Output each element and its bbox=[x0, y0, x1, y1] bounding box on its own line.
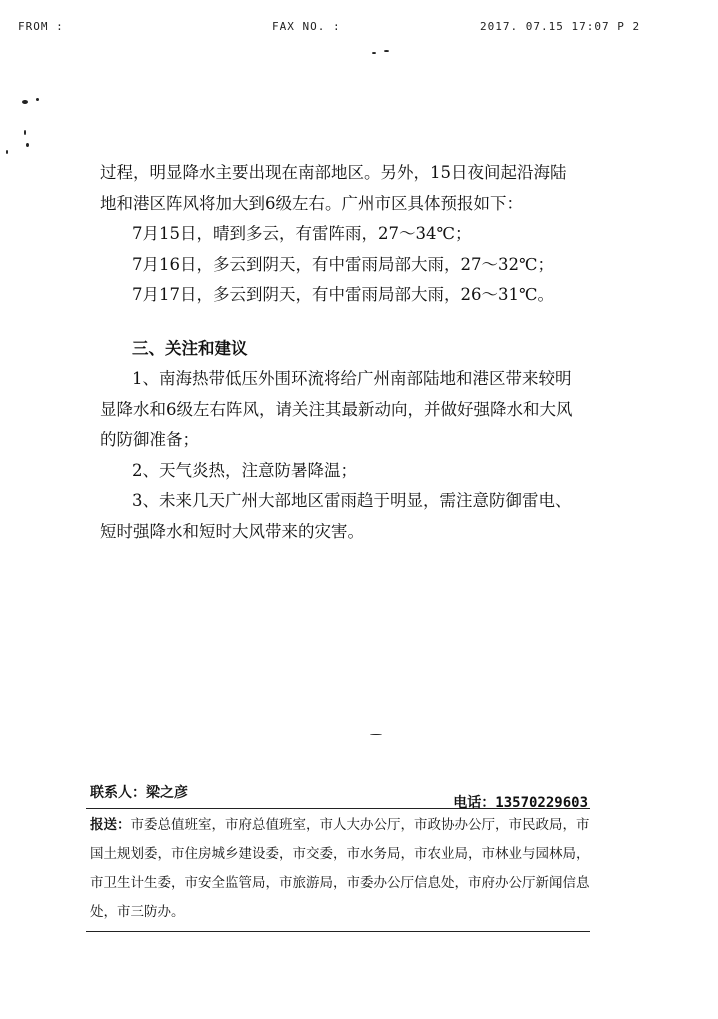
forecast-line: 7月17日，多云到阴天，有中雷雨局部大雨，26～31℃。 bbox=[132, 285, 554, 304]
contact-person: 联系人：梁之彦 bbox=[90, 785, 188, 801]
scan-speck bbox=[370, 734, 382, 735]
scan-speck bbox=[36, 98, 39, 101]
advice-item: 2、天气炎热，注意防暑降温； bbox=[132, 460, 357, 480]
contact-phone: 电话：13570229603 bbox=[453, 795, 588, 811]
forecast-line: 7月15日，晴到多云，有雷阵雨，27～34℃； bbox=[132, 224, 472, 243]
fax-from-label: FROM : bbox=[18, 20, 64, 33]
paragraph-line: 地和港区阵风将加大到6级左右。广州市区具体预报如下： bbox=[100, 193, 523, 213]
scan-speck bbox=[26, 143, 29, 147]
distribution-list bbox=[86, 809, 590, 927]
scan-speck bbox=[6, 150, 8, 154]
document-body bbox=[100, 158, 580, 547]
fax-date-page: 2017. 07.15 17:07 P 2 bbox=[480, 20, 641, 33]
paragraph-line: 过程，明显降水主要出现在南部地区。另外，15日夜间起沿海陆 bbox=[100, 163, 567, 182]
scan-speck bbox=[22, 100, 28, 104]
distribution-recipients: 市委总值班室，市府总值班室，市人大办公厅，市政协办公厅，市民政局，市国土规划委，市住房城乡建设委，市交委，市水务局，市农业局，市林业与园林局，市卫生计生委，市安全监管局，市旅游局，市委办公厅信息处，市府办公厅新闻信息处，市三防办。 bbox=[90, 817, 590, 920]
distribution-label: 报送： bbox=[90, 817, 131, 833]
scan-speck bbox=[384, 50, 389, 52]
scan-speck bbox=[24, 130, 26, 135]
document-footer bbox=[86, 780, 590, 932]
forecast-line: 7月16日，多云到阴天，有中雷雨局部大雨，27～32℃； bbox=[132, 254, 554, 274]
section-heading: 三、关注和建议 bbox=[132, 338, 248, 358]
advice-item: 1、南海热带低压外围环流将给广州南部陆地和港区带来较明显降水和6级左右阵风，请关注其最新动向，并做好强降水和大风的防御准备； bbox=[100, 369, 573, 449]
scan-speck bbox=[372, 52, 376, 54]
footer-bottom-divider bbox=[86, 931, 590, 932]
fax-number-label: FAX NO. : bbox=[272, 20, 341, 33]
advice-item: 3、未来几天广州大部地区雷雨趋于明显，需注意防御雷电、短时强降水和短时大风带来的灾害。 bbox=[100, 491, 572, 541]
fax-header bbox=[0, 20, 718, 40]
